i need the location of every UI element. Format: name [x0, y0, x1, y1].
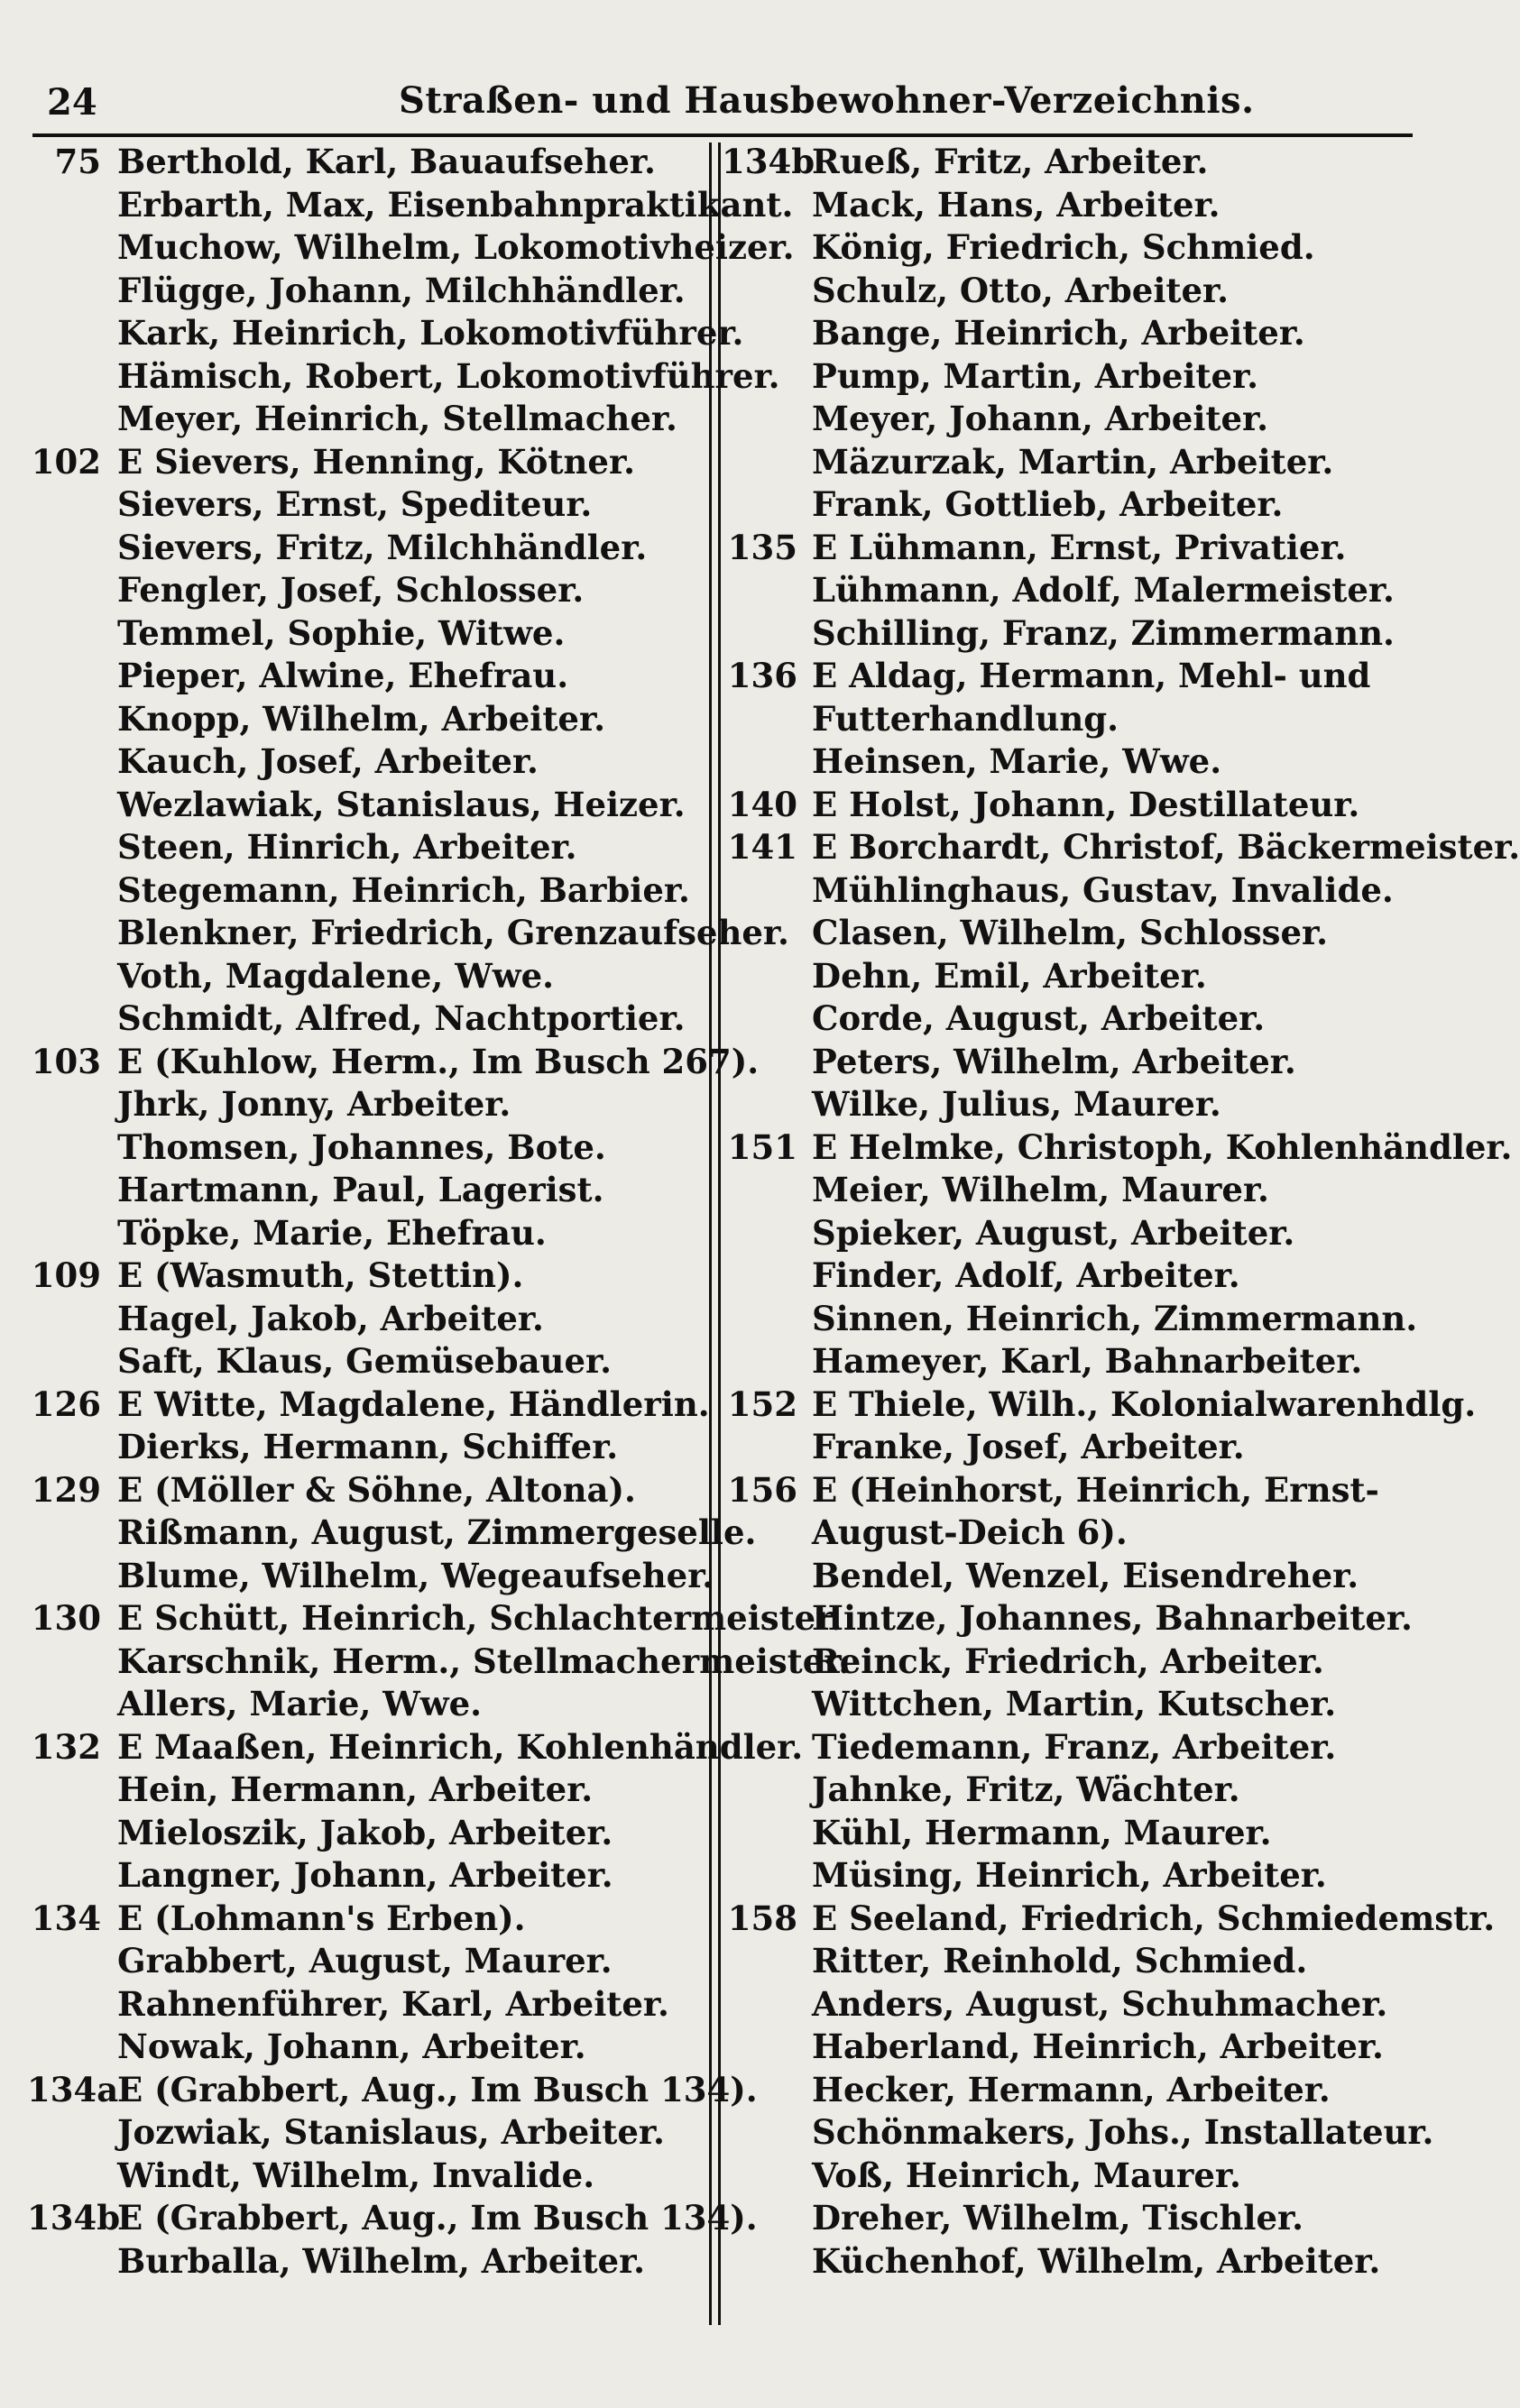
resident-text: Rueß, Fritz, Arbeiter.: [812, 142, 1209, 181]
resident-text: Reinck, Friedrich, Arbeiter.: [812, 1641, 1324, 1681]
directory-entry: [27, 1469, 713, 1512]
resident-text: Temmel, Sophie, Witwe.: [117, 612, 566, 653]
directory-entry: [722, 569, 1425, 612]
resident-text: E Maaßen, Heinrich, Kohlenhändler.: [117, 1726, 804, 1767]
directory-entry: [722, 1255, 1425, 1298]
directory-entry: [722, 1169, 1425, 1212]
resident-text: Nowak, Johann, Arbeiter.: [117, 2027, 586, 2066]
resident-text: Dehn, Emil, Arbeiter.: [812, 955, 1207, 996]
house-number: 109: [31, 1255, 101, 1295]
resident-text: Ritter, Reinhold, Schmied.: [812, 1941, 1308, 1981]
directory-entry: [27, 1983, 713, 2027]
resident-text: Heinsen, Marie, Wwe.: [812, 741, 1222, 781]
house-number: 152: [727, 1383, 797, 1424]
house-number: 132: [31, 1726, 101, 1767]
resident-text: Steen, Hinrich, Arbeiter.: [117, 827, 577, 867]
directory-entry: [722, 1041, 1425, 1084]
resident-text: Karschnik, Herm., Stellmachermeister.: [117, 1641, 851, 1681]
directory-entry: [27, 869, 713, 913]
resident-text: Pieper, Alwine, Ehefrau.: [117, 656, 569, 695]
resident-text: Müsing, Heinrich, Arbeiter.: [812, 1855, 1327, 1895]
resident-text: Anders, August, Schuhmacher.: [812, 1983, 1388, 2024]
resident-text: E (Möller & Söhne, Altona).: [117, 1469, 636, 1510]
resident-text: Mack, Hans, Arbeiter.: [812, 184, 1221, 225]
resident-text: Meyer, Johann, Arbeiter.: [812, 399, 1269, 438]
house-number: 75: [54, 142, 101, 181]
resident-text: Jhrk, Jonny, Arbeiter.: [117, 1084, 511, 1124]
resident-text: Haberland, Heinrich, Arbeiter.: [812, 2027, 1384, 2066]
resident-text: Küchenhof, Wilhelm, Arbeiter.: [812, 2240, 1381, 2281]
directory-entry: [27, 1812, 713, 1855]
directory-entry: [27, 355, 780, 399]
house-number: 126: [31, 1383, 101, 1424]
resident-text: Jahnke, Fritz, Wächter.: [812, 1769, 1240, 1809]
directory-entry: [27, 2111, 713, 2155]
directory-entry: [722, 1298, 1425, 1341]
resident-text: Dierks, Hermann, Schiffer.: [117, 1427, 619, 1466]
directory-entry: [722, 1383, 1477, 1427]
resident-text: E (Heinhorst, Heinrich, Ernst-: [812, 1469, 1379, 1510]
house-number: 129: [31, 1469, 101, 1510]
house-number: 135: [727, 527, 797, 567]
directory-entry: [722, 441, 1425, 484]
directory-entry: [722, 1083, 1425, 1126]
resident-text: Kühl, Hermann, Maurer.: [812, 1812, 1272, 1852]
directory-entry: [27, 612, 713, 656]
directory-entry: [27, 1169, 713, 1212]
resident-text: Hecker, Hermann, Arbeiter.: [812, 2069, 1331, 2109]
house-number: 141: [727, 827, 797, 867]
resident-text: E Lühmann, Ernst, Privatier.: [812, 527, 1347, 567]
resident-text: Meier, Wilhelm, Maurer.: [812, 1170, 1269, 1209]
resident-text: Hagel, Jakob, Arbeiter.: [117, 1298, 544, 1338]
directory-entry: [27, 740, 713, 784]
directory-entry: [722, 184, 1425, 227]
resident-text: Knopp, Wilhelm, Arbeiter.: [117, 698, 605, 739]
resident-text: E (Wasmuth, Stettin).: [117, 1255, 524, 1295]
directory-entry: [27, 1726, 804, 1769]
resident-text: Hein, Hermann, Arbeiter.: [117, 1769, 594, 1809]
directory-entry: [27, 955, 713, 998]
resident-text: Erbarth, Max, Eisenbahnpraktikant.: [117, 184, 794, 225]
directory-entry: [722, 270, 1425, 313]
directory-entry: [722, 1340, 1425, 1383]
directory-entry: [722, 1854, 1425, 1898]
resident-text: Rißmann, August, Zimmergeselle.: [117, 1512, 757, 1552]
resident-text: Pump, Martin, Arbeiter.: [812, 355, 1259, 396]
resident-text: Jozwiak, Stanislaus, Arbeiter.: [117, 2112, 665, 2152]
resident-text: E (Kuhlow, Herm., Im Busch 267).: [117, 1041, 760, 1081]
house-number: 102: [31, 441, 101, 482]
directory-entry: [722, 2197, 1425, 2240]
directory-entry: [27, 1683, 713, 1726]
resident-text: Hämisch, Robert, Lokomotivführer.: [117, 355, 780, 396]
house-number: 136: [727, 656, 797, 695]
resident-text: Allers, Marie, Wwe.: [117, 1684, 483, 1723]
house-number: 134b: [27, 2198, 121, 2238]
directory-entry: [27, 184, 794, 227]
directory-entry: [27, 226, 795, 270]
directory-entry: [722, 655, 1425, 698]
resident-text: Mieloszik, Jakob, Arbeiter.: [117, 1812, 613, 1852]
resident-text: E Schütt, Heinrich, Schlachtermeister.: [117, 1598, 843, 1638]
column-divider: [718, 142, 721, 2325]
resident-text: Mäzurzak, Martin, Arbeiter.: [812, 441, 1334, 482]
resident-text: Voth, Magdalene, Wwe.: [117, 955, 555, 996]
directory-entry: [27, 2240, 713, 2284]
directory-entry: [27, 1555, 713, 1598]
resident-text: Hartmann, Paul, Lagerist.: [117, 1170, 604, 1209]
resident-text: Frank, Gottlieb, Arbeiter.: [812, 484, 1284, 524]
resident-text: Schmidt, Alfred, Nachtportier.: [117, 998, 686, 1038]
resident-text: Tiedemann, Franz, Arbeiter.: [812, 1726, 1337, 1767]
directory-entry: [722, 826, 1520, 869]
resident-text: E Witte, Magdalene, Händlerin.: [117, 1383, 710, 1424]
directory-entry: [27, 655, 713, 698]
directory-entry: [27, 270, 713, 313]
resident-text: Flügge, Johann, Milchhändler.: [117, 270, 686, 310]
directory-entry: [722, 612, 1425, 656]
directory-entry: [27, 1083, 713, 1126]
resident-text: E (Lohmann's Erben).: [117, 1898, 526, 1938]
header-rule: [32, 133, 1413, 137]
resident-text: Hintze, Johannes, Bahnarbeiter.: [812, 1598, 1413, 1638]
directory-entry: [722, 141, 1425, 184]
directory-entry: [722, 1683, 1425, 1726]
resident-text: Hameyer, Karl, Bahnarbeiter.: [812, 1341, 1363, 1381]
house-number: 103: [31, 1041, 101, 1081]
resident-text: Wittchen, Martin, Kutscher.: [812, 1684, 1337, 1723]
right-column: [722, 141, 1520, 2283]
resident-text: Dreher, Wilhelm, Tischler.: [812, 2198, 1304, 2238]
resident-text: August-Deich 6).: [812, 1512, 1128, 1552]
directory-entry: [27, 1898, 713, 1941]
resident-text: Langner, Johann, Arbeiter.: [117, 1855, 613, 1895]
house-number: 156: [727, 1469, 797, 1510]
resident-text: E Thiele, Wilh., Kolonialwarenhdlg.: [812, 1383, 1477, 1424]
resident-text: E (Grabbert, Aug., Im Busch 134).: [117, 2198, 758, 2238]
directory-entry: [722, 2069, 1425, 2112]
resident-text: Corde, August, Arbeiter.: [812, 998, 1266, 1038]
directory-entry: [27, 1512, 757, 1555]
directory-entry: [722, 1126, 1513, 1170]
resident-text: Grabbert, August, Maurer.: [117, 1941, 613, 1981]
directory-entry: [27, 1940, 713, 1983]
resident-text: Kauch, Josef, Arbeiter.: [117, 741, 539, 781]
house-number: 134a: [27, 2069, 119, 2109]
resident-text: Berthold, Karl, Bauaufseher.: [117, 142, 656, 181]
directory-entry: [27, 2069, 758, 2112]
resident-text: Blenkner, Friedrich, Grenzaufseher.: [117, 913, 789, 952]
directory-entry: [722, 1726, 1425, 1769]
resident-text: E Seeland, Friedrich, Schmiedemstr.: [812, 1898, 1496, 1938]
directory-entry: [722, 1940, 1425, 1983]
resident-text: Schulz, Otto, Arbeiter.: [812, 270, 1230, 310]
resident-text: Saft, Klaus, Gemüsebauer.: [117, 1341, 612, 1381]
directory-entry: [27, 441, 713, 484]
resident-text: E Borchardt, Christof, Bäckermeister.: [812, 827, 1520, 867]
resident-text: Lühmann, Adolf, Malermeister.: [812, 570, 1395, 610]
page-header: [47, 78, 1400, 132]
directory-entry: [722, 784, 1425, 827]
directory-entry: [722, 1212, 1425, 1255]
directory-entry: [722, 912, 1425, 955]
directory-entry: [722, 1898, 1496, 1941]
resident-text: Rahnenführer, Karl, Arbeiter.: [117, 1983, 669, 2024]
resident-text: Sievers, Fritz, Milchhändler.: [117, 527, 648, 567]
resident-text: Wezlawiak, Stanislaus, Heizer.: [117, 784, 686, 824]
resident-text: Mühlinghaus, Gustav, Invalide.: [812, 869, 1394, 910]
resident-text: Schönmakers, Johs., Installateur.: [812, 2112, 1434, 2152]
directory-entry: [27, 569, 713, 612]
resident-text: Blume, Wilhelm, Wegeaufseher.: [117, 1555, 714, 1595]
directory-entry: [27, 141, 713, 184]
resident-text: E (Grabbert, Aug., Im Busch 134).: [117, 2069, 758, 2109]
directory-entry: [27, 483, 713, 527]
directory-entry: [27, 826, 713, 869]
resident-text: König, Friedrich, Schmied.: [812, 227, 1315, 267]
directory-entry: [722, 1426, 1425, 1469]
resident-text: Windt, Wilhelm, Invalide.: [117, 2155, 595, 2195]
directory-entry: [722, 1769, 1425, 1812]
directory-entry: [722, 997, 1425, 1041]
resident-text: Fengler, Josef, Schlosser.: [117, 570, 585, 610]
resident-text: Sievers, Ernst, Spediteur.: [117, 484, 593, 524]
directory-entry: [27, 1854, 713, 1898]
resident-text: E Sievers, Henning, Kötner.: [117, 441, 635, 482]
resident-text: Wilke, Julius, Maurer.: [812, 1084, 1221, 1124]
resident-text: Clasen, Wilhelm, Schlosser.: [812, 913, 1329, 952]
directory-entry: [27, 2155, 713, 2198]
page-number: 24: [47, 81, 97, 124]
directory-entry: [27, 1041, 760, 1084]
directory-entry: [722, 398, 1425, 441]
resident-text: Futterhandlung.: [812, 698, 1119, 739]
directory-entry: [27, 398, 713, 441]
resident-text: Kark, Heinrich, Lokomotivführer.: [117, 313, 744, 353]
resident-text: Franke, Josef, Arbeiter.: [812, 1427, 1245, 1466]
house-number: 151: [727, 1126, 797, 1167]
directory-entry: [722, 1512, 1425, 1555]
resident-text: Finder, Adolf, Arbeiter.: [812, 1255, 1240, 1295]
directory-entry: [27, 698, 713, 741]
directory-entry: [27, 997, 713, 1041]
resident-text: E Aldag, Hermann, Mehl- und: [812, 656, 1371, 695]
directory-entry: [722, 2240, 1425, 2284]
resident-text: Muchow, Wilhelm, Lokomotivheizer.: [117, 227, 795, 267]
directory-entry: [722, 483, 1425, 527]
directory-entry: [722, 226, 1425, 270]
resident-text: Burballa, Wilhelm, Arbeiter.: [117, 2240, 646, 2281]
directory-entry: [27, 1383, 713, 1427]
resident-text: Sinnen, Heinrich, Zimmermann.: [812, 1298, 1418, 1338]
directory-entry: [722, 1983, 1425, 2027]
directory-entry: [27, 784, 713, 827]
running-title: Straßen- und Hausbewohner-Verzeichnis.: [399, 79, 1255, 122]
directory-entry: [27, 1597, 843, 1641]
directory-entry: [722, 355, 1425, 399]
directory-entry: [722, 1641, 1425, 1684]
resident-text: Bange, Heinrich, Arbeiter.: [812, 313, 1305, 353]
house-number: 140: [727, 784, 797, 824]
directory-entry: [27, 312, 744, 355]
directory-entry: [27, 1426, 713, 1469]
directory-entry: [722, 2155, 1425, 2198]
resident-text: Voß, Heinrich, Maurer.: [812, 2155, 1241, 2195]
directory-entry: [722, 2111, 1434, 2155]
directory-entry: [27, 527, 713, 570]
resident-text: E Helmke, Christoph, Kohlenhändler.: [812, 1126, 1513, 1167]
resident-text: Bendel, Wenzel, Eisendreher.: [812, 1555, 1359, 1595]
directory-entry: [27, 1769, 713, 1812]
house-number: 130: [31, 1598, 101, 1638]
directory-entry: [722, 2026, 1425, 2069]
directory-entry: [27, 1126, 713, 1170]
house-number: 158: [727, 1898, 797, 1938]
directory-entry: [722, 527, 1425, 570]
directory-entry: [722, 1597, 1425, 1641]
resident-text: E Holst, Johann, Destillateur.: [812, 784, 1360, 824]
resident-text: Thomsen, Johannes, Bote.: [117, 1126, 606, 1167]
resident-text: Meyer, Heinrich, Stellmacher.: [117, 399, 677, 438]
directory-entry: [722, 1812, 1425, 1855]
house-number: 134: [31, 1898, 101, 1938]
directory-entry: [722, 312, 1425, 355]
directory-entry: [722, 955, 1425, 998]
directory-entry: [722, 698, 1425, 741]
directory-entry: [722, 1555, 1425, 1598]
resident-text: Stegemann, Heinrich, Barbier.: [117, 869, 690, 910]
directory-entry: [27, 1212, 713, 1255]
resident-text: Spieker, August, Arbeiter.: [812, 1212, 1295, 1253]
directory-entry: [27, 1255, 713, 1298]
house-number: 134b: [722, 142, 815, 181]
directory-entry: [27, 1340, 713, 1383]
directory-entry: [27, 2026, 713, 2069]
directory-entry: [27, 1298, 713, 1341]
directory-entry: [722, 869, 1425, 913]
directory-entry: [27, 1641, 851, 1684]
resident-text: Peters, Wilhelm, Arbeiter.: [812, 1041, 1296, 1081]
resident-text: Töpke, Marie, Ehefrau.: [117, 1212, 547, 1253]
directory-entry: [722, 1469, 1425, 1512]
directory-entry: [722, 740, 1425, 784]
directory-entry: [27, 2197, 758, 2240]
directory-entry: [27, 912, 789, 955]
resident-text: Schilling, Franz, Zimmermann.: [812, 612, 1395, 653]
